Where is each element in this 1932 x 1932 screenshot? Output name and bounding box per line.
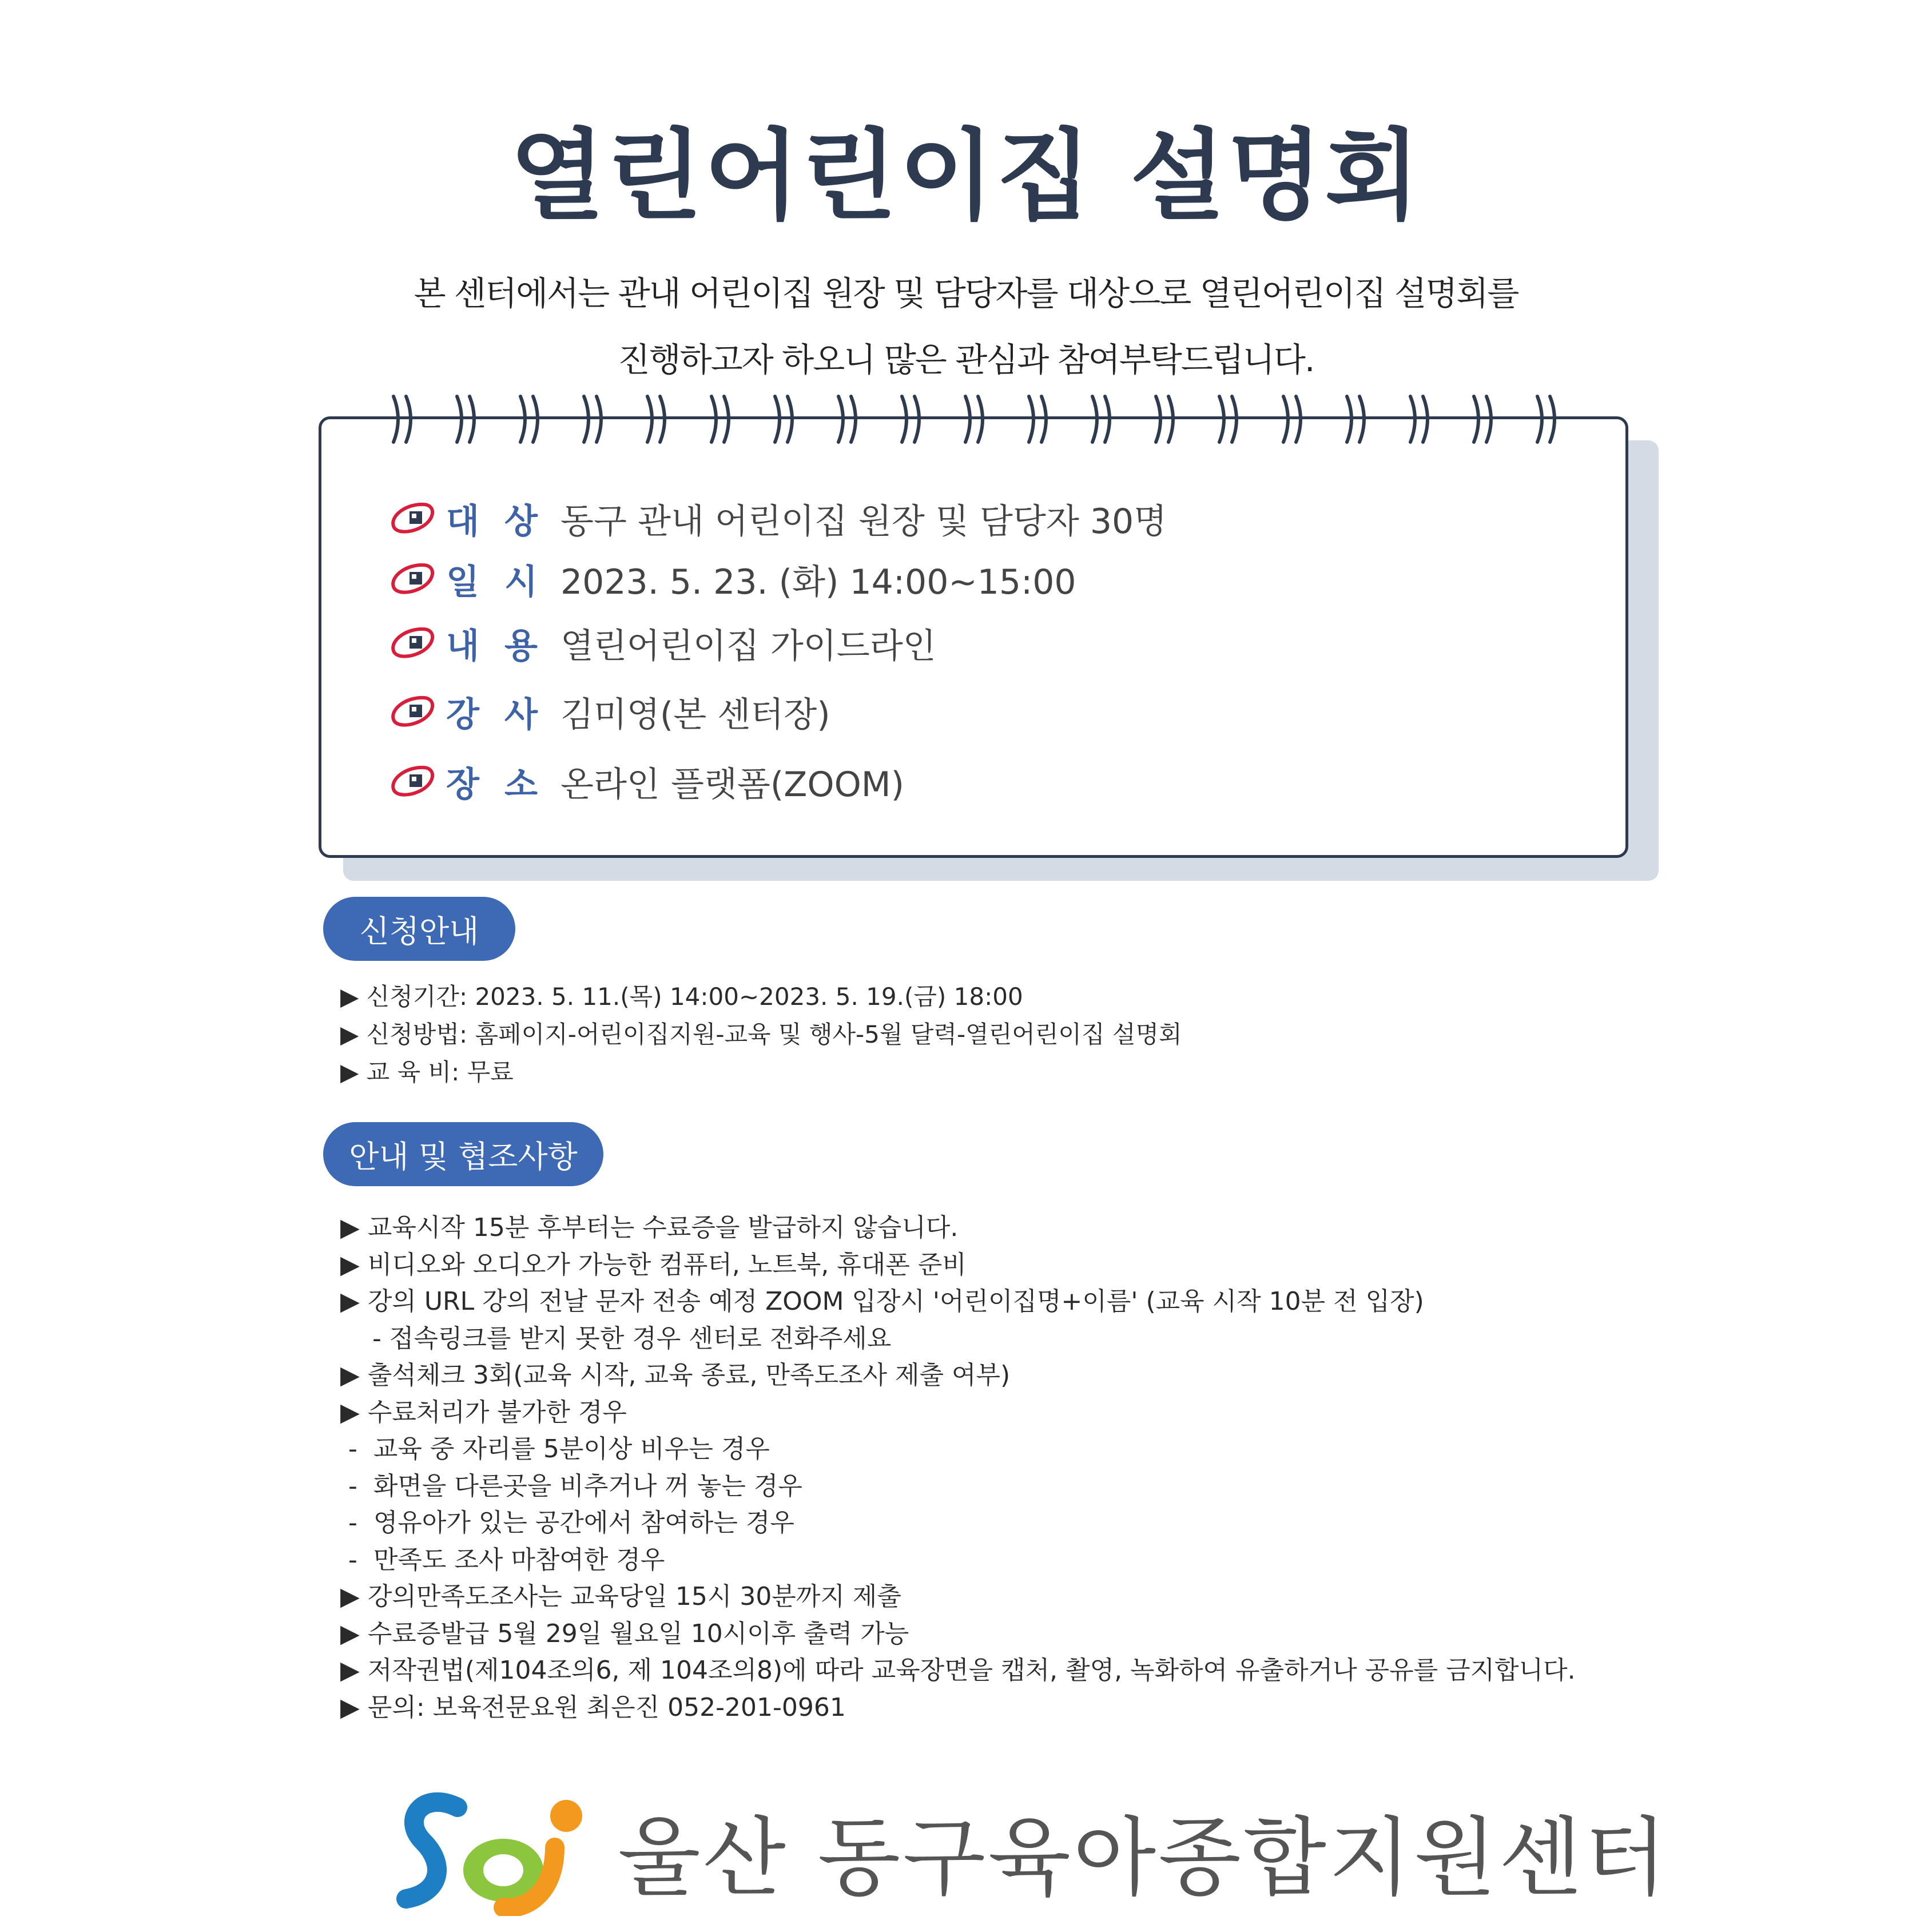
list-item: ▶ 교 육 비: 무료 — [340, 1058, 514, 1086]
bullet-icon — [389, 762, 440, 802]
center-logo-icon — [389, 1784, 606, 1916]
binder-ring-icon — [389, 393, 423, 445]
list-item: ▶ 출석체크 3회(교육 시작, 교육 종료, 만족도조사 제출 여부) — [340, 1361, 1011, 1390]
detail-label-char: 사 — [504, 695, 538, 735]
binder-ring-icon — [1342, 393, 1377, 445]
detail-row-target — [389, 493, 1167, 544]
detail-label-char: 장 — [446, 765, 479, 805]
binder-ring-icon — [897, 393, 932, 445]
detail-label-char: 상 — [504, 502, 538, 542]
list-item: ▶ 수료증발급 5월 29일 월요일 10시이후 출력 가능 — [340, 1619, 909, 1648]
list-item: ▶ 신청방법: 홈페이지-어린이집지원-교육 및 행사-5월 달력-열린어린이집 설명회 — [340, 1020, 1182, 1048]
binder-ring-icon — [1024, 393, 1059, 445]
detail-row-place — [389, 756, 904, 808]
binder-ring-icon — [579, 393, 614, 445]
footer — [389, 1784, 1669, 1916]
detail-value: 열린어린이집 가이드라인 — [560, 626, 936, 666]
notes-heading: 안내 및 협조사항 — [323, 1122, 603, 1186]
list-item: - 교육 중 자리를 5분이상 비우는 경우 — [340, 1434, 770, 1464]
list-item: ▶ 비디오와 오디오가 가능한 컴퓨터, 노트북, 휴대폰 준비 — [340, 1250, 967, 1279]
bullet-icon — [389, 559, 440, 599]
binder-ring-icon — [1151, 393, 1186, 445]
detail-label-char: 대 — [446, 502, 479, 542]
list-item: ▶ 강의 URL 강의 전날 문자 전송 예정 ZOOM 입장시 '어린이집명+이름' (교육 시작 10분 전 입장) — [340, 1287, 1424, 1316]
bullet-icon — [389, 692, 440, 732]
binder-ring-icon — [961, 393, 995, 445]
notes-list — [340, 1210, 1576, 1726]
list-item: - 영유아가 있는 공간에서 참여하는 경우 — [340, 1508, 794, 1537]
list-item: ▶ 수료처리가 불가한 경우 — [340, 1397, 627, 1427]
binder-ring-icon — [1533, 393, 1567, 445]
detail-label-char: 강 — [446, 695, 479, 735]
detail-row-content — [389, 618, 936, 669]
detail-value: 동구 관내 어린이집 원장 및 담당자 30명 — [560, 502, 1167, 542]
binder-ring-icon — [770, 393, 805, 445]
organization-name: 울산 동구육아종합지원센터 — [618, 1808, 1669, 1908]
detail-label-char: 시 — [504, 562, 538, 602]
detail-label — [446, 687, 538, 737]
apply-list — [340, 978, 1182, 1091]
list-item: ▶ 문의: 보육전문요원 최은진 052-201-0961 — [340, 1692, 846, 1722]
binder-ring-icon — [1406, 393, 1440, 445]
detail-label-char: 내 — [446, 626, 479, 666]
list-item: ▶ 저작권법(제104조의6, 제 104조의8)에 따라 교육장면을 캡처, 촬영, 녹화하여 유출하거나 공유를 금지합니다. — [340, 1656, 1576, 1685]
detail-row-datetime — [389, 554, 1076, 605]
binder-ring-icon — [707, 393, 741, 445]
list-item: ▶ 강의만족도조사는 교육당일 15시 30분까지 제출 — [340, 1582, 901, 1611]
list-item: - 만족도 조사 마참여한 경우 — [340, 1545, 665, 1575]
list-item: - 화면을 다른곳을 비추거나 꺼 놓는 경우 — [340, 1471, 802, 1501]
detail-value: 2023. 5. 23. (화) 14:00~15:00 — [560, 562, 1076, 602]
binder-ring-icon — [1469, 393, 1504, 445]
intro-line-2: 진행하고자 하오니 많은 관심과 참여부탁드립니다. — [618, 340, 1314, 379]
detail-value: 김미영(본 센터장) — [560, 695, 830, 735]
binder-ring-icon — [452, 393, 487, 445]
detail-row-speaker — [389, 686, 830, 738]
apply-heading: 신청안내 — [323, 897, 515, 961]
list-item: ▶ 교육시작 15분 후부터는 수료증을 발급하지 않습니다. — [340, 1213, 959, 1242]
binder-ring-icon — [834, 393, 868, 445]
binder-ring-icon — [1279, 393, 1313, 445]
detail-label-char: 소 — [504, 765, 538, 805]
list-item: - 접속링크를 받지 못한 경우 센터로 전화주세요 — [340, 1323, 892, 1353]
bullet-icon — [389, 623, 440, 663]
bullet-icon — [389, 499, 440, 539]
detail-label-char: 일 — [446, 562, 479, 602]
page-title: 열린어린이집 설명회 — [510, 118, 1422, 233]
detail-value: 온라인 플랫폼(ZOOM) — [560, 765, 904, 805]
binder-rings — [389, 393, 1567, 445]
intro-line-1: 본 센터에서는 관내 어린이집 원장 및 담당자를 대상으로 열린어린이집 설명회를 — [414, 274, 1518, 313]
detail-label-char: 용 — [504, 626, 538, 666]
binder-ring-icon — [516, 393, 550, 445]
detail-label — [446, 494, 538, 543]
binder-ring-icon — [643, 393, 677, 445]
list-item: ▶ 신청기간: 2023. 5. 11.(목) 14:00~2023. 5. 19.(금) 18:00 — [340, 983, 1023, 1011]
binder-ring-icon — [1215, 393, 1249, 445]
binder-ring-icon — [1088, 393, 1122, 445]
detail-label — [446, 555, 538, 604]
intro-text — [0, 260, 1932, 393]
detail-label — [446, 757, 538, 806]
detail-label — [446, 619, 538, 668]
